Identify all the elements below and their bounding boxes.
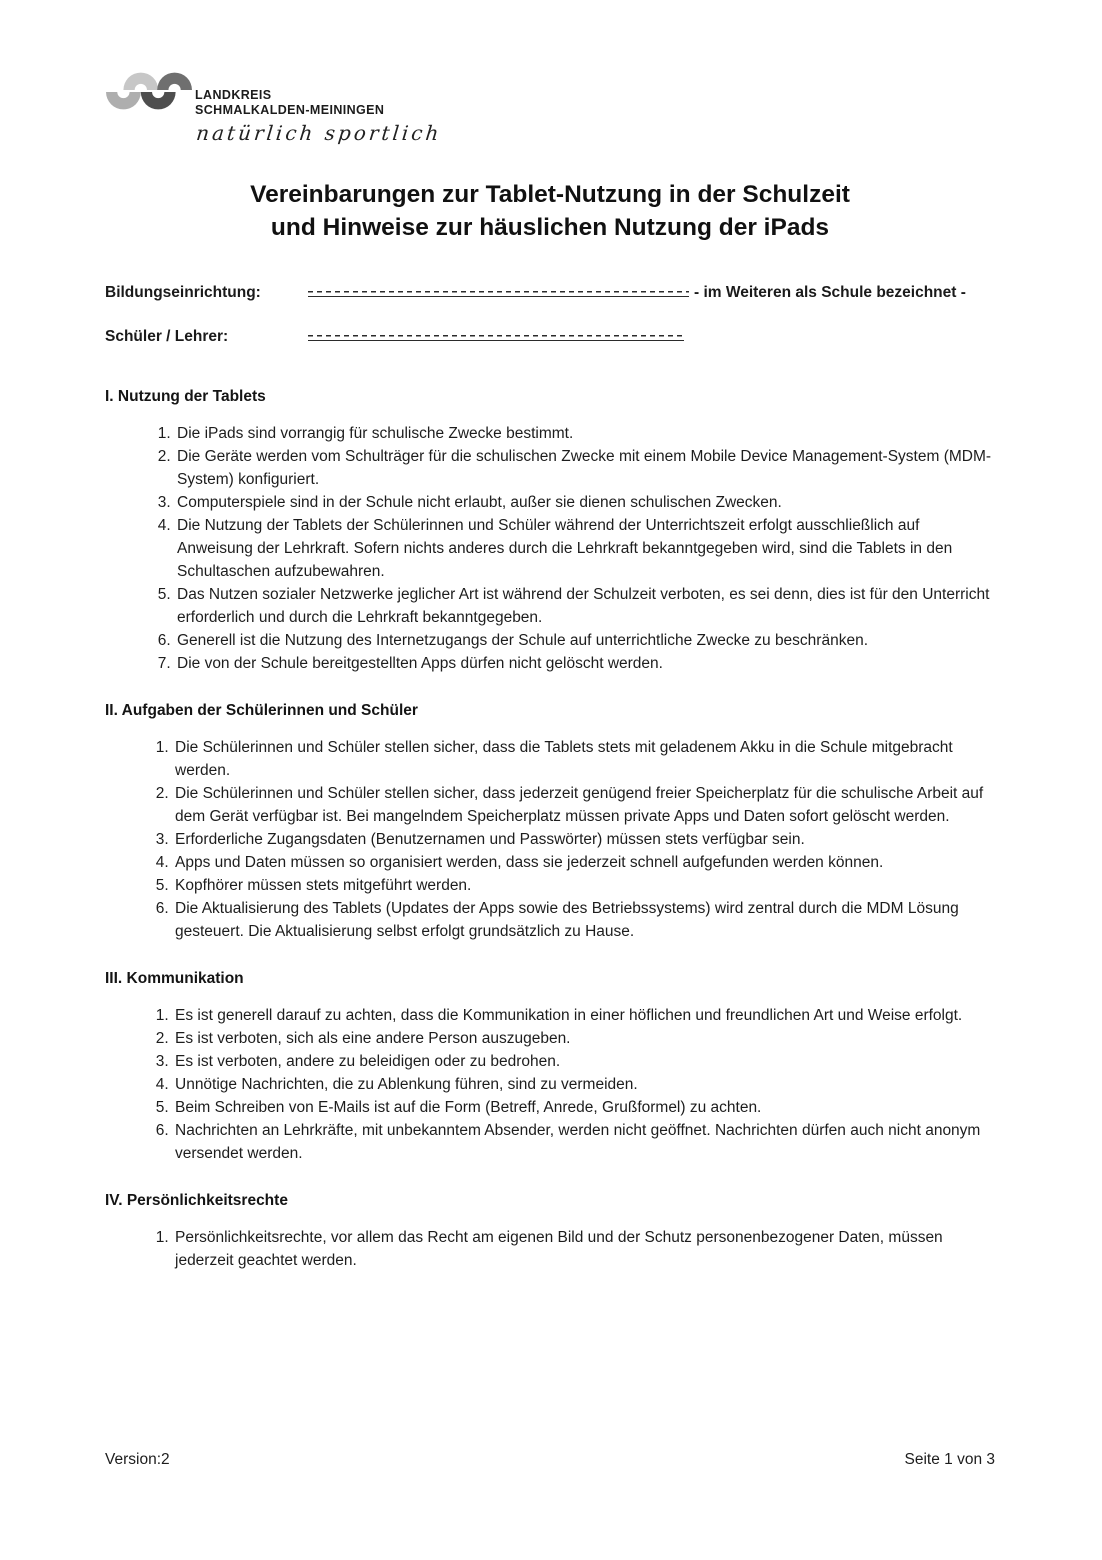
- list-item: 4. Apps und Daten müssen so organisiert werden, dass sie jederzeit schnell aufgefunden werden können.: [173, 851, 995, 874]
- section-heading: I. Nutzung der Tablets: [105, 388, 266, 405]
- list-item: 1. Es ist generell darauf zu achten, dass die Kommunikation in einer höflichen und freundlichen Art und Weise erfolgt.: [173, 1004, 995, 1027]
- list-item: 6. Nachrichten an Lehrkräfte, mit unbekanntem Absender, werden nicht geöffnet. Nachrichten dürfen auch nicht anonym versendet werden.: [173, 1119, 995, 1165]
- section-nutzung-der-tablets: [105, 385, 995, 675]
- list-item: 5. Kopfhörer müssen stets mitgeführt werden.: [173, 874, 995, 897]
- list-item: 1. Persönlichkeitsrechte, vor allem das Recht am eigenen Bild und der Schutz personenbezogener Daten, müssen jederzeit geachtet werden.: [173, 1226, 995, 1272]
- schueler-lehrer-label: Schüler / Lehrer:: [105, 328, 229, 345]
- list-item: 3. Computerspiele sind in der Schule nicht erlaubt, außer sie dienen schulischen Zwecken.: [175, 491, 995, 514]
- logo-tagline: natürlich sportlich: [195, 121, 443, 145]
- landkreis-logo: [105, 58, 995, 146]
- list-item: 1. Die Schülerinnen und Schüler stellen sicher, dass die Tablets stets mit geladenem Akku in die Schule mitgebracht werden.: [173, 736, 995, 782]
- section-list: [105, 1004, 995, 1165]
- list-item: 1. Die iPads sind vorrangig für schulische Zwecke bestimmt.: [175, 422, 995, 445]
- section-heading: III. Kommunikation: [105, 970, 244, 987]
- section-kommunikation: [105, 967, 995, 1165]
- document-title: [105, 178, 995, 244]
- section-heading: IV. Persönlichkeitsrechte: [105, 1192, 288, 1209]
- logo-org-line2: SCHMALKALDEN-MEININGEN: [195, 103, 385, 117]
- section-persoenlichkeitsrechte: [105, 1189, 995, 1272]
- form-row-bildungseinrichtung: [105, 282, 995, 305]
- list-item: 3. Es ist verboten, andere zu beleidigen oder zu bedrohen.: [173, 1050, 995, 1073]
- form-area: [105, 282, 995, 349]
- document-title-line2: und Hinweise zur häuslichen Nutzung der iPads: [270, 214, 830, 241]
- document-title-line1: Vereinbarungen zur Tablet-Nutzung in der Schulzeit: [250, 181, 850, 208]
- list-item: 7. Die von der Schule bereitgestellten Apps dürfen nicht gelöscht werden.: [175, 652, 995, 675]
- logo-text: [195, 88, 443, 146]
- logo-org-line1: LANDKREIS: [195, 88, 272, 102]
- list-item: 6. Die Aktualisierung des Tablets (Updates der Apps sowie des Betriebssystems) wird zentral durch die MDM Lösung gesteuert. Die Aktualisierung selbst erfolgt grundsätzlich zu Hause.: [173, 897, 995, 943]
- list-item: 2. Die Schülerinnen und Schüler stellen sicher, dass jederzeit genügend freier Speicherplatz für die schulische Arbeit auf dem Gerät verfügbar ist. Bei mangelndem Speicherplatz müssen private Apps und Daten sofort gelöscht werden.: [173, 782, 995, 828]
- section-heading: II. Aufgaben der Schülerinnen und Schüler: [105, 702, 418, 719]
- list-item: 5. Beim Schreiben von E-Mails ist auf die Form (Betreff, Anrede, Grußformel) zu achten.: [173, 1096, 995, 1119]
- schueler-lehrer-blank-field: [308, 326, 684, 341]
- page-footer: [105, 1449, 995, 1471]
- section-list: [105, 422, 995, 675]
- footer-page-number: Seite 1 von 3: [904, 1451, 995, 1468]
- section-list: [105, 1226, 995, 1272]
- bildungseinrichtung-blank-field: [308, 282, 689, 297]
- list-item: 5. Das Nutzen sozialer Netzwerke jeglicher Art ist während der Schulzeit verboten, es sei denn, dies ist für den Unterricht erforderlich und durch die Lehrkraft bekanntgegeben.: [175, 583, 995, 629]
- list-item: 3. Erforderliche Zugangsdaten (Benutzernamen und Passwörter) müssen stets verfügbar sein.: [173, 828, 995, 851]
- list-item: 6. Generell ist die Nutzung des Internetzugangs der Schule auf unterrichtliche Zwecke zu beschränken.: [175, 629, 995, 652]
- bildungseinrichtung-label: Bildungseinrichtung:: [105, 284, 261, 301]
- list-item: 4. Die Nutzung der Tablets der Schülerinnen und Schüler während der Unterrichtszeit erfolgt ausschließlich auf Anweisung der Lehrkraft. Sofern nichts anderes durch die Lehrkraft bekanntgegeben wird, sind die Tablets in den Schultaschen aufzubewahren.: [175, 514, 995, 583]
- footer-version: Version:2: [105, 1451, 170, 1468]
- bildungseinrichtung-suffix: - im Weiteren als Schule bezeichnet -: [694, 284, 966, 301]
- section-list: [105, 736, 995, 943]
- section-aufgaben: [105, 699, 995, 943]
- list-item: 2. Die Geräte werden vom Schulträger für die schulischen Zwecke mit einem Mobile Device Management-System (MDM-System) konfiguriert.: [175, 445, 995, 491]
- interlocking-half-rings-icon: [105, 58, 193, 124]
- form-row-schueler-lehrer: [105, 326, 995, 349]
- list-item: 4. Unnötige Nachrichten, die zu Ablenkung führen, sind zu vermeiden.: [173, 1073, 995, 1096]
- list-item: 2. Es ist verboten, sich als eine andere Person auszugeben.: [173, 1027, 995, 1050]
